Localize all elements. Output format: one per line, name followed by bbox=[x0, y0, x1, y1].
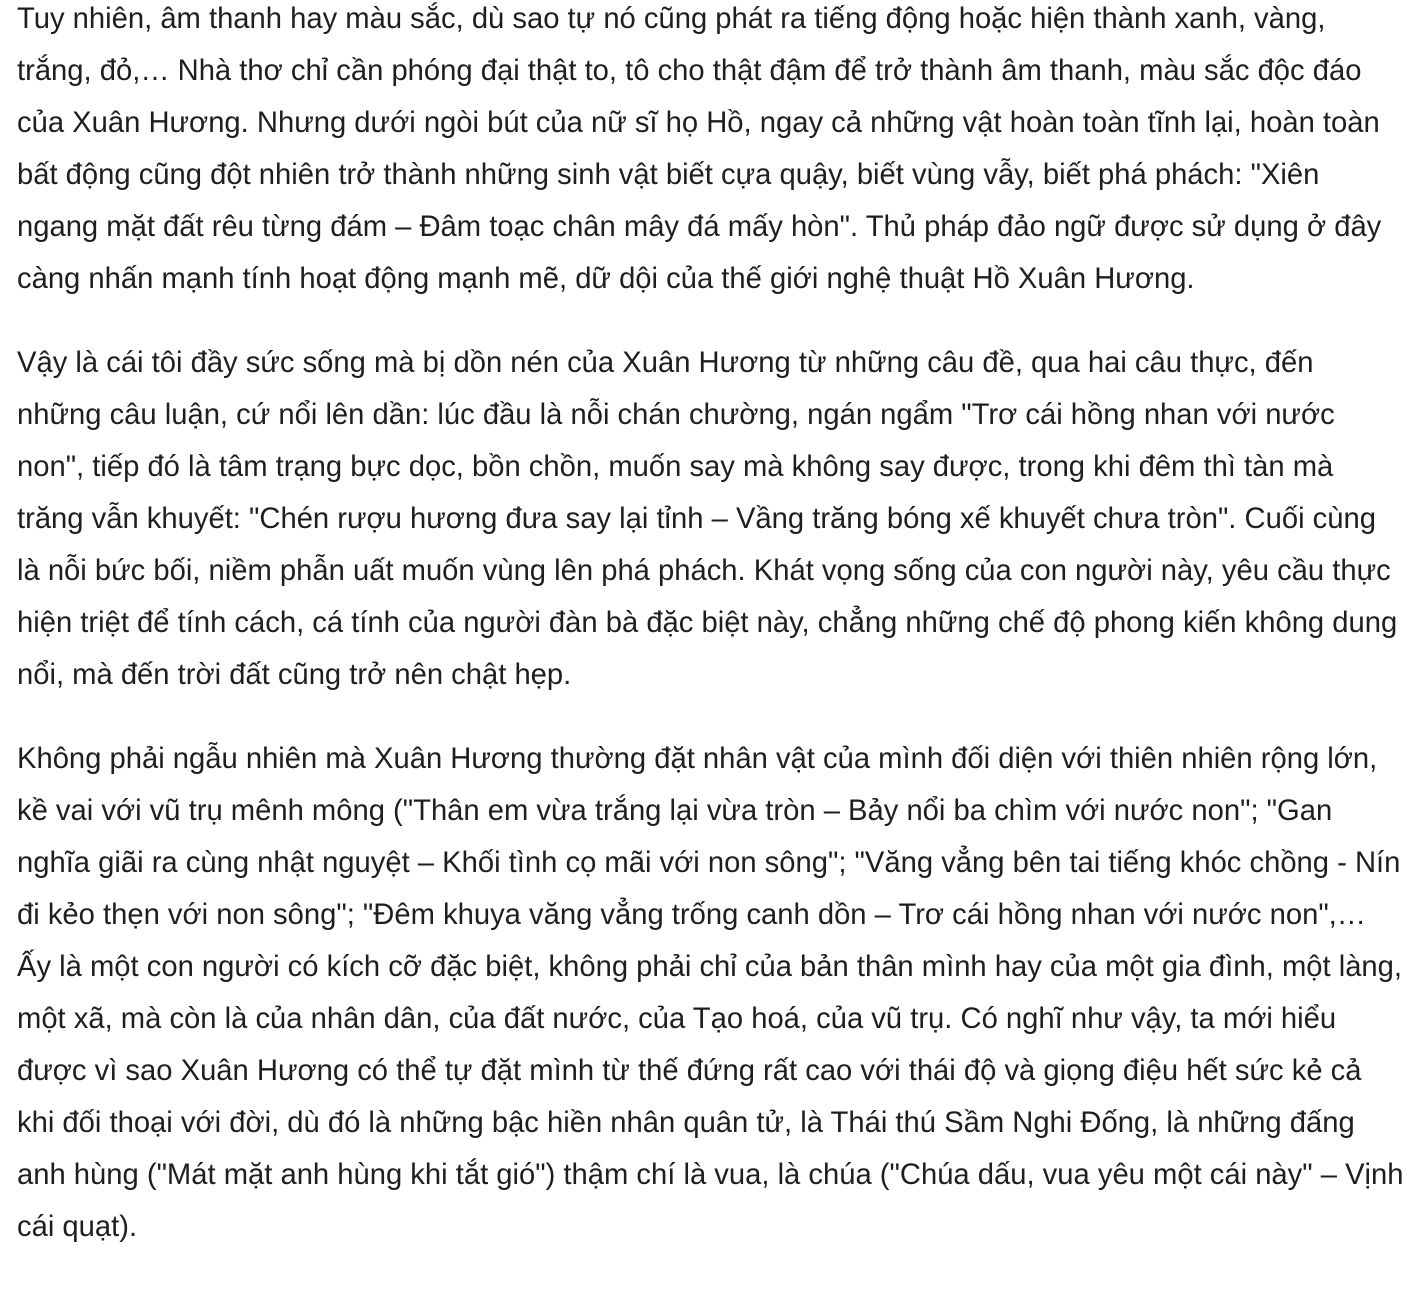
paragraph-3: Không phải ngẫu nhiên mà Xuân Hương thường đặt nhân vật của mình đối diện với thiên nhiên rộng lớn, kề vai với vũ trụ mênh mông ("Thân em vừa trắng lại vừa tròn – Bảy nổi ba chìm với nước non"; "Gan nghĩa giãi ra cùng nhật nguyệt – Khối tình cọ mãi với non sông"; "Văng vẳng bên tai tiếng khóc chồng - Nín đi kẻo thẹn với non sông"; "Đêm khuya văng vẳng trống canh dồn – Trơ cái hồng nhan với nước non",… Ấy là một con người có kích cỡ đặc biệt, không phải chỉ của bản thân mình hay của một gia đình, một làng, một xã, mà còn là của nhân dân, của đất nước, của Tạo hoá, của vũ trụ. Có nghĩ như vậy, ta mới hiểu được vì sao Xuân Hương có thể tự đặt mình từ thế đứng rất cao với thái độ và giọng điệu hết sức kẻ cả khi đối thoại với đời, dù đó là những bậc hiền nhân quân tử, là Thái thú Sầm Nghi Đống, là những đấng anh hùng ("Mát mặt anh hùng khi tắt gió") thậm chí là vua, là chúa ("Chúa dấu, vua yêu một cái này" – Vịnh cái quạt). bbox=[17, 743, 1404, 1243]
paragraph-1: Tuy nhiên, âm thanh hay màu sắc, dù sao tự nó cũng phát ra tiếng động hoặc hiện thành xanh, vàng, trắng, đỏ,… Nhà thơ chỉ cần phóng đại thật to, tô cho thật đậm để trở thành âm thanh, màu sắc độc đáo của Xuân Hương. Nhưng dưới ngòi bút của nữ sĩ họ Hồ, ngay cả những vật hoàn toàn tĩnh lại, hoàn toàn bất động cũng đột nhiên trở thành những sinh vật biết cựa quậy, biết vùng vẫy, biết phá phách: "Xiên ngang mặt đất rêu từng đám – Đâm toạc chân mây đá mấy hòn". Thủ pháp đảo ngữ được sử dụng ở đây càng nhấn mạnh tính hoạt động mạnh mẽ, dữ dội của thế giới nghệ thuật Hồ Xuân Hương. bbox=[17, 3, 1382, 295]
paragraph-2: Vậy là cái tôi đầy sức sống mà bị dồn nén của Xuân Hương từ những câu đề, qua hai câu thực, đến những câu luận, cứ nổi lên dần: lúc đầu là nỗi chán chường, ngán ngẩm "Trơ cái hồng nhan với nước non", tiếp đó là tâm trạng bực dọc, bồn chồn, muốn say mà không say được, trong khi đêm thì tàn mà trăng vẫn khuyết: "Chén rượu hương đưa say lại tỉnh – Vầng trăng bóng xế khuyết chưa tròn". Cuối cùng là nỗi bức bối, niềm phẫn uất muốn vùng lên phá phách. Khát vọng sống của con người này, yêu cầu thực hiện triệt để tính cách, cá tính của người đàn bà đặc biệt này, chẳng những chế độ phong kiến không dung nổi, mà đến trời đất cũng trở nên chật hẹp. bbox=[17, 347, 1398, 691]
